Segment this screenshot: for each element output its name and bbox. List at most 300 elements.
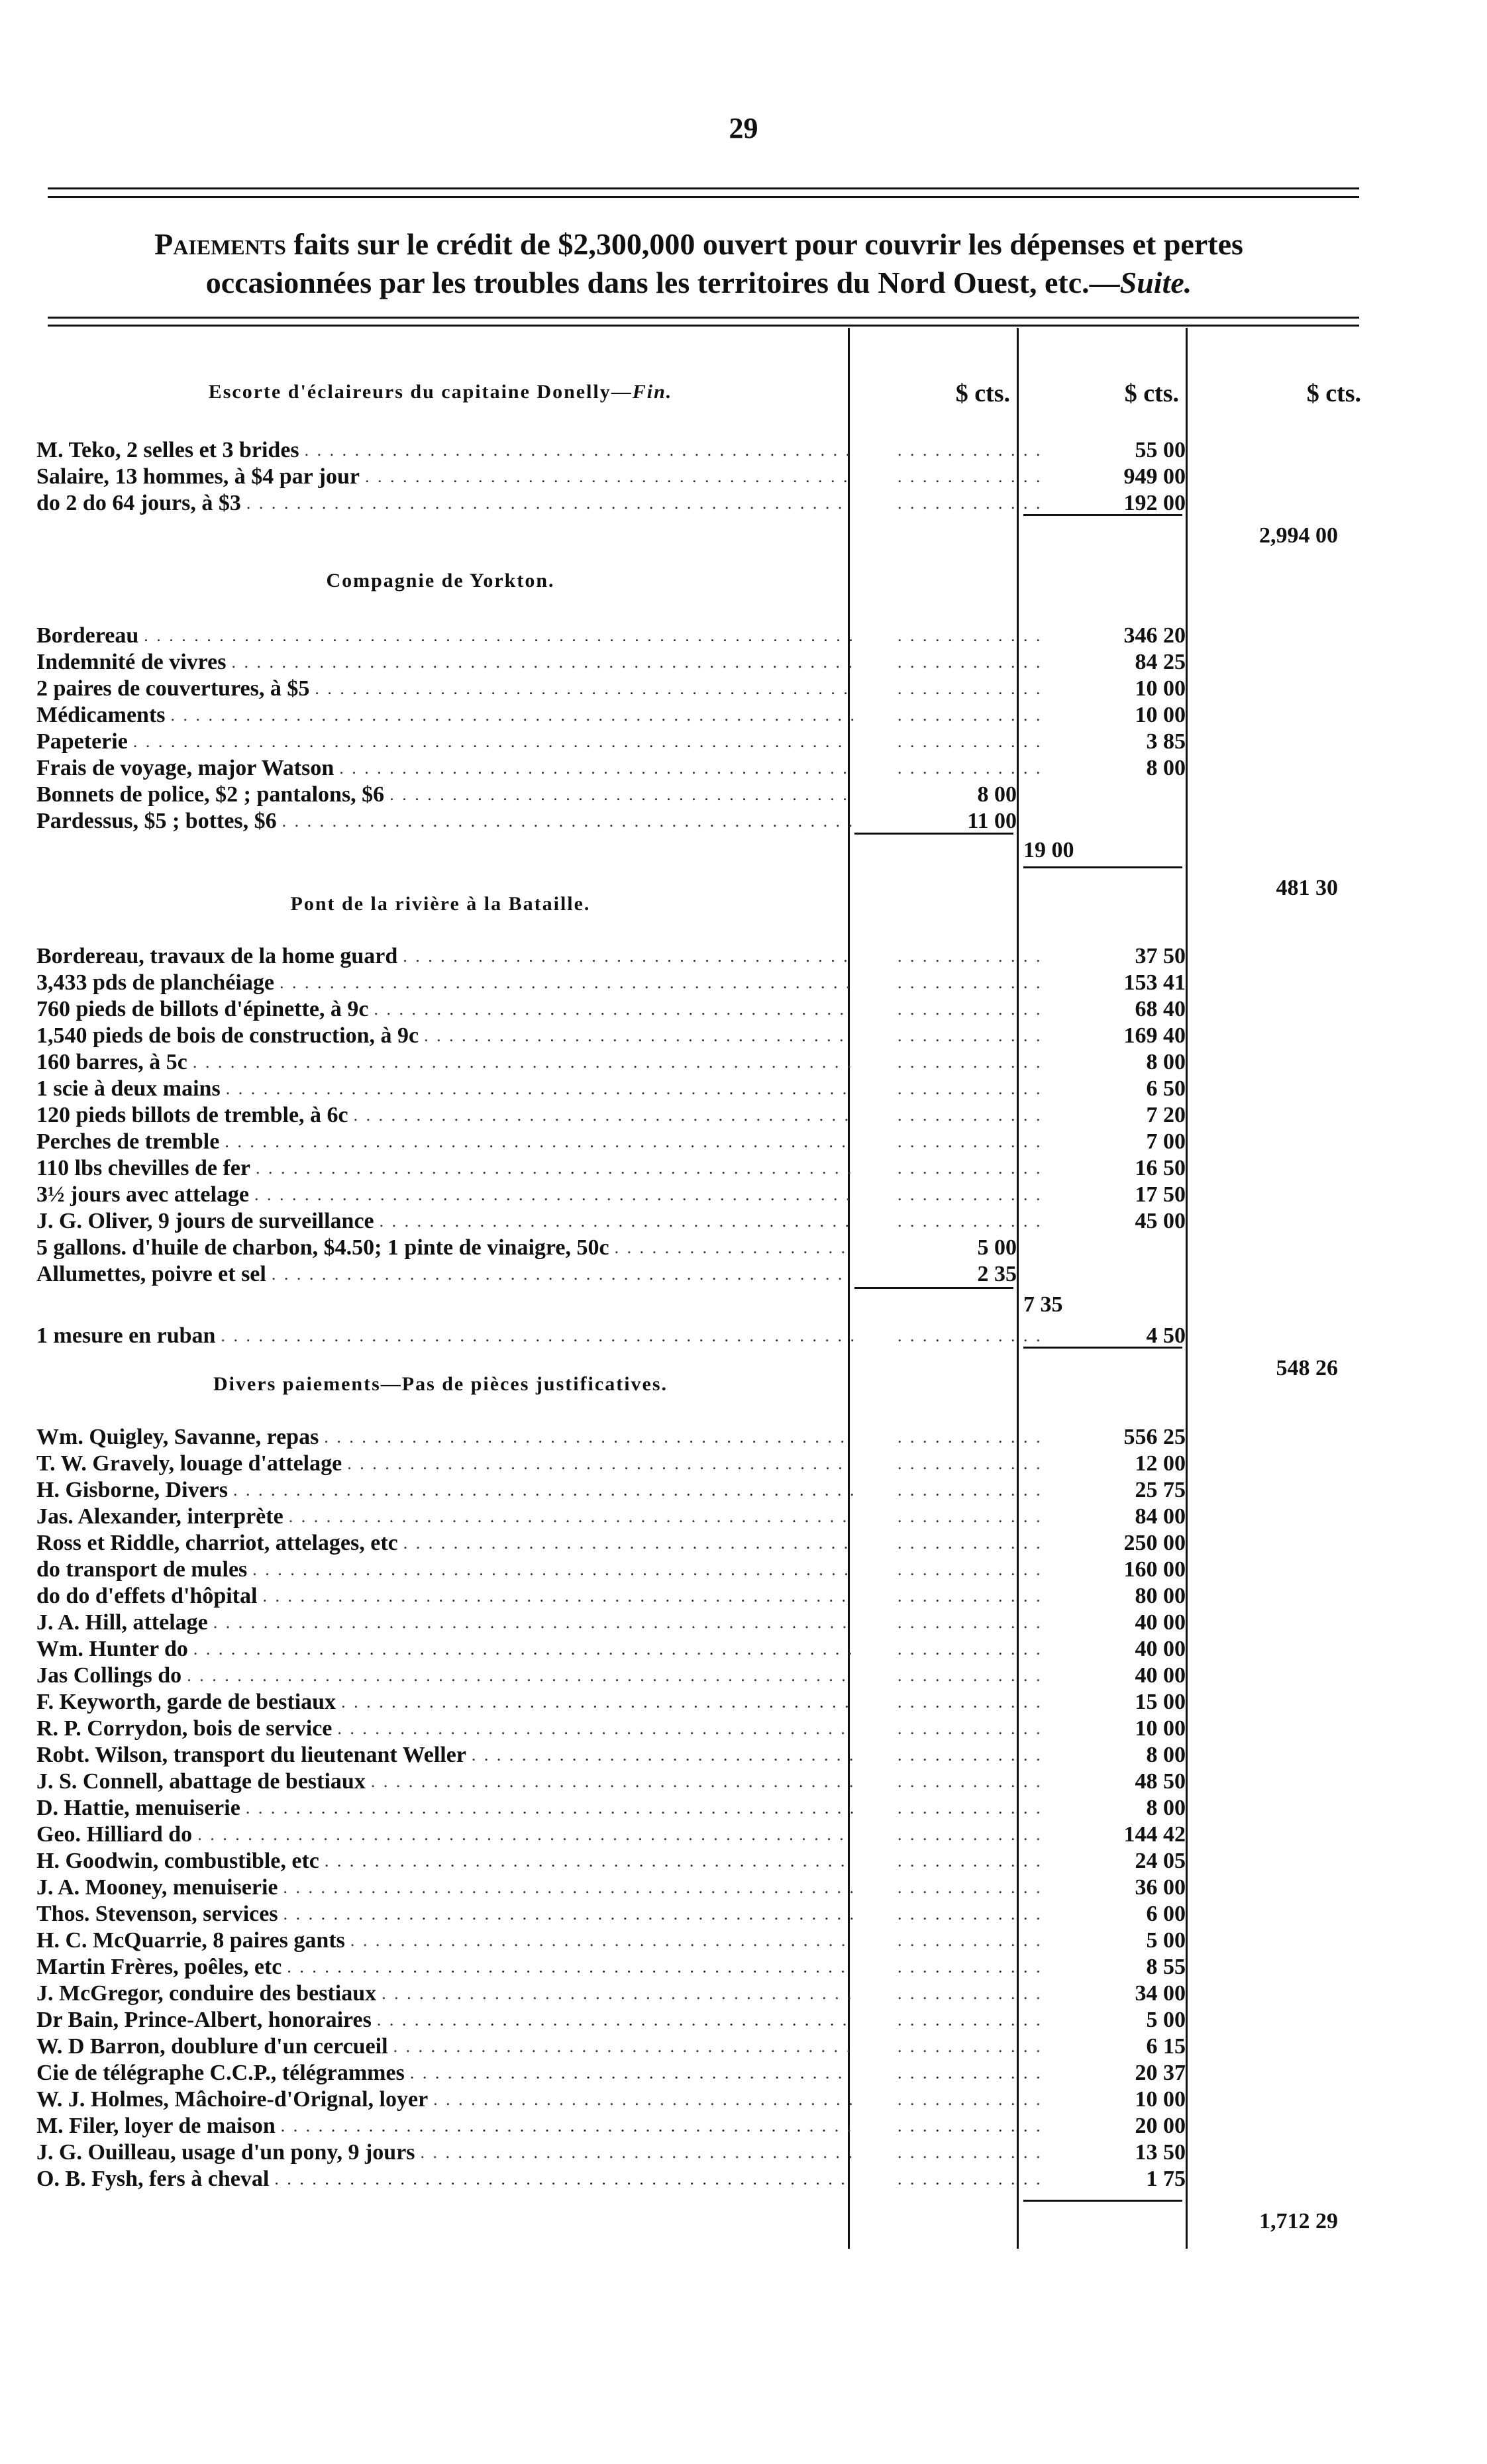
- amount-col2: 84 00: [1135, 1504, 1186, 1529]
- amount-col2: 250 00: [1123, 1531, 1186, 1555]
- amount-col2: 36 00: [1135, 1875, 1186, 1900]
- row-label: Cie de télégraphe C.C.P., télégrammes: [36, 2061, 405, 2085]
- table-row: [36, 2086, 1361, 2113]
- leader-dots: . . . . . . . . . . . . . . . . . . . . . . . . . . . . . . . . . . . . .: [393, 2037, 853, 2056]
- table-row: [36, 1663, 1361, 1689]
- row-label: Bordereau, travaux de la home guard: [36, 944, 398, 968]
- amount-col2: 10 00: [1135, 2087, 1186, 2112]
- row-label: 120 pieds billots de tremble, à 6c: [36, 1103, 348, 1127]
- amount-col2: 169 40: [1123, 1023, 1186, 1048]
- table-row: [36, 1023, 1361, 1049]
- section-heading: [36, 893, 845, 915]
- amount-col2: 13 50: [1135, 2140, 1186, 2165]
- leader-dots: . . . . . . . . . . . . . . . . . . . . . . . . . . . . . . . . . . . . . . . . . . . . . . . . . . . . .: [187, 1666, 848, 1685]
- table-row: [36, 1901, 1361, 1927]
- leader-dots-col1: . . . . . . . . . . . .: [897, 1533, 1043, 1553]
- leader-dots-col1: . . . . . . . . . . . .: [897, 1158, 1043, 1178]
- leader-dots-col1: . . . . . . . . . . . .: [897, 947, 1043, 966]
- row-label: Geo. Hilliard do: [36, 1822, 193, 1847]
- leader-dots-col1: . . . . . . . . . . . .: [897, 1132, 1043, 1151]
- top-rule: [48, 187, 1359, 189]
- table-row: [36, 1182, 1361, 1208]
- leader-dots: . . . . . . . . . . . . . . . . . . . . . . . . . . . . . . . . . . .: [409, 2063, 845, 2082]
- row-label: do transport de mules: [36, 1557, 248, 1582]
- amount-col2: 68 40: [1135, 997, 1186, 1021]
- amount-col2: 10 00: [1135, 703, 1186, 727]
- table-row: [36, 970, 1361, 996]
- amount-col2: 556 25: [1123, 1425, 1186, 1449]
- leader-dots-col1: . . . . . . . . . . . .: [897, 1052, 1043, 1072]
- table-row: [36, 1424, 1361, 1451]
- leader-dots: . . . . . . . . . . . . . . . . . . . . . . . . . . . . . . . . . . . . . . . .: [350, 1931, 848, 1950]
- table-row: [36, 1208, 1361, 1235]
- leader-dots: . . . . . . . . . . . . . . . . . . . . . . . . . . . . . . . . . . . . . . . . . . . . . .: [279, 973, 852, 992]
- table-row: [36, 943, 1361, 970]
- amount-col1: 5 00: [977, 1235, 1017, 1260]
- amount-col2: 34 00: [1135, 1981, 1186, 2006]
- table-row: [36, 755, 1361, 782]
- leader-dots-col1: . . . . . . . . . . . .: [897, 2169, 1043, 2188]
- table-row: [36, 649, 1361, 676]
- leader-dots: . . . . . . . . . . . . . . . . . . . . . . . . . . . . . . . . . . . . . . . . . . . . . . . . . . . . .: [193, 1639, 854, 1659]
- amount-col2: 7 00: [1146, 1129, 1186, 1154]
- table-row: [36, 676, 1361, 702]
- amount-col2: 37 50: [1135, 944, 1186, 968]
- amount-col2: 40 00: [1135, 1663, 1186, 1688]
- leader-dots-col1: . . . . . . . . . . . .: [897, 2063, 1043, 2082]
- amount-col2: 8 00: [1146, 1743, 1186, 1767]
- column-header-2: $ cts.: [1124, 380, 1179, 407]
- row-label: Pardessus, $5 ; bottes, $6: [36, 809, 277, 833]
- table-row: [36, 782, 1361, 808]
- row-label: Dr Bain, Prince-Albert, honoraires: [36, 2008, 372, 2032]
- table-row: [36, 1102, 1361, 1129]
- title-rule-2: [48, 325, 1359, 327]
- row-label: R. P. Corrydon, bois de service: [36, 1716, 333, 1741]
- row-label: 3,433 pds de planchéiage: [36, 970, 274, 995]
- section-heading-text: Divers paiements—Pas de pièces justificatives.: [213, 1373, 668, 1395]
- table-row: [36, 1689, 1361, 1716]
- amount-col2: 84 25: [1135, 650, 1186, 674]
- leader-dots: . . . . . . . . . . . . . . . . . . . . . . . . . . . . . . . . . . . .: [403, 947, 850, 966]
- amount-col2: 17 50: [1135, 1182, 1186, 1207]
- leader-dots-col1: . . . . . . . . . . . .: [897, 1560, 1043, 1579]
- amount-col2: 3 85: [1146, 729, 1186, 754]
- row-label: do do d'effets d'hôpital: [36, 1584, 258, 1608]
- row-label: Allumettes, poivre et sel: [36, 1262, 266, 1286]
- leader-dots-col1: . . . . . . . . . . . .: [897, 1984, 1043, 2003]
- row-label: Perches de tremble: [36, 1129, 220, 1154]
- row-label: Wm. Hunter do: [36, 1637, 188, 1661]
- leader-dots: . . . . . . . . . . . . . . . . . . . . . . . . . . . . . . . . . . . . . . . . . . . . . .: [282, 811, 855, 831]
- leader-dots-col1: . . . . . . . . . . . .: [897, 1480, 1043, 1500]
- section-total-rule: [1023, 2200, 1182, 2202]
- leader-dots: . . . . . . . . . . . . . . . . . . . . . . . . . . . . . . . . . . . . . . . . . . . . . . . .: [254, 1185, 852, 1204]
- leader-dots-col1: . . . . . . . . . . . .: [897, 1639, 1043, 1659]
- leader-dots-col1: . . . . . . . . . . . .: [897, 1079, 1043, 1098]
- leader-dots: . . . . . . . . . . . . . . . . . . . . . . . . . . . . . . . . . . . . . .: [374, 1000, 846, 1019]
- row-label: Salaire, 13 hommes, à $4 par jour: [36, 464, 360, 489]
- leader-dots-col1: . . . . . . . . . . . .: [897, 1719, 1043, 1738]
- row-label: T. W. Gravely, louage d'attelage: [36, 1451, 342, 1476]
- row-label: H. Goodwin, combustible, etc: [36, 1849, 319, 1873]
- amount-col2: 5 00: [1146, 2008, 1186, 2032]
- row-label: M. Filer, loyer de maison: [36, 2114, 276, 2138]
- leader-dots-col1: . . . . . . . . . . . .: [897, 1326, 1043, 1345]
- amount-col2: 144 42: [1123, 1822, 1186, 1847]
- amount-col2: 48 50: [1135, 1769, 1186, 1794]
- leader-dots-col1: . . . . . . . . . . . .: [897, 1185, 1043, 1204]
- leader-dots-col1: . . . . . . . . . . . .: [897, 1000, 1043, 1019]
- amount-col2: 16 50: [1135, 1156, 1186, 1180]
- leader-dots: . . . . . . . . . . . . . . . . . . . . . . . . . . . . . . . . . . . . . . . . . . . . .: [287, 1957, 847, 1976]
- table-row: [36, 2033, 1361, 2060]
- leader-dots-col1: . . . . . . . . . . . .: [897, 973, 1043, 992]
- leader-dots: . . . . . . . . . . . . . . . . . . . . . . . . . . . . . . .: [471, 1745, 856, 1765]
- section-heading-text: Escorte d'éclaireurs du capitaine Donelly—: [208, 381, 633, 403]
- row-label: 1,540 pieds de bois de construction, à 9c: [36, 1023, 419, 1048]
- leader-dots: . . . . . . . . . . . . . . . . . . . . . . . . . . . . . . . . . . . . . . .: [364, 467, 850, 486]
- leader-dots-col1: . . . . . . . . . . . .: [897, 2116, 1043, 2135]
- amount-col2: 10 00: [1135, 1716, 1186, 1741]
- leader-dots-col1: . . . . . . . . . . . .: [897, 1454, 1043, 1473]
- leader-dots-col1: . . . . . . . . . . . .: [897, 1904, 1043, 1924]
- amount-col2: 80 00: [1135, 1584, 1186, 1608]
- amount-col2: 1 75: [1146, 2167, 1186, 2191]
- leader-dots-col1: . . . . . . . . . . . .: [897, 1825, 1043, 1844]
- amount-col2: 55 00: [1135, 438, 1186, 462]
- leader-dots: . . . . . . . . . . . . . . . . . . . . . . . . . . . . . . . . . . . . . . . . . . . . . . . . . .: [232, 1480, 856, 1500]
- amount-col2: 949 00: [1123, 464, 1186, 489]
- amount-col2: 20 37: [1135, 2061, 1186, 2085]
- table-row: [36, 2060, 1361, 2086]
- table-row: [36, 1049, 1361, 1076]
- table-row: [36, 1530, 1361, 1557]
- row-label: D. Hattie, menuiserie: [36, 1796, 240, 1820]
- leader-dots-col1: . . . . . . . . . . . .: [897, 1957, 1043, 1976]
- row-label: W. J. Holmes, Mâchoire-d'Orignal, loyer: [36, 2087, 429, 2112]
- amount-col2: 8 00: [1146, 756, 1186, 780]
- row-label: Robt. Wilson, transport du lieutenant Weller: [36, 1743, 466, 1767]
- leader-dots: . . . . . . . . . . . . . . . . . . . . . . . . . . . . . . . . . . . . . . . . . . . . . . . . . . . .: [197, 1825, 846, 1844]
- amount-col2: 24 05: [1135, 1849, 1186, 1873]
- section-heading-text: Pont de la rivière à la Bataille.: [290, 893, 591, 915]
- section-total-rule: [1023, 514, 1182, 516]
- leader-dots: . . . . . . . . . . . . . . . . . . . . . . . . . . . . . . . . . . . . . . . . . . . . . . . . . .: [225, 1132, 848, 1151]
- leader-dots: . . . . . . . . . . . . . . . . . . . . . . . . . . . . . . . . . . . . . . . . . .: [324, 1851, 847, 1871]
- leader-dots: . . . . . . . . . . . . . . . . . . . . . . . . . . . . . . . . . . . . . . . . . . . . . . . .: [252, 1560, 850, 1579]
- amount-col2: 8 55: [1146, 1955, 1186, 1979]
- leader-dots: . . . . . . . . . . . . . . . . . . . . . . . . . . . . . . . . . . . .: [403, 1533, 850, 1553]
- subtotal-amount: 19 00: [1023, 838, 1074, 862]
- table-row: [36, 1822, 1361, 1848]
- section-total: 481 30: [1276, 876, 1338, 900]
- table-row: [36, 1261, 1361, 1288]
- row-label: Papeterie: [36, 729, 128, 754]
- table-row: [36, 437, 1361, 464]
- leader-dots: . . . . . . . . . . . . . . . . . . . . . . . . . . . . . . . . . . . . . .: [379, 1211, 852, 1231]
- leader-dots: . . . . . . . . . . . . . . . . . . . . . . . . . . . . . . . . . . . . . . . . . . . . . . . . . . . . .: [192, 1052, 854, 1072]
- leader-dots: . . . . . . . . . . . . . . . . . . . . . . . . . . . . . . . . . . . . . . . . . . . . . . . . . . .: [221, 1326, 856, 1345]
- leader-dots: . . . . . . . . . . . . . . . . . . . . . . . . . . . . . . . . . . . . . . .: [370, 1772, 856, 1791]
- leader-dots-col1: . . . . . . . . . . . .: [897, 2010, 1043, 2029]
- section-total: 2,994 00: [1259, 523, 1338, 548]
- leader-dots: . . . . . . . . . . . . . . . . . . . . . . . . . . . . . . . . . . . . . . . . .: [337, 1719, 847, 1738]
- amount-col2: 6 00: [1146, 1902, 1186, 1926]
- section-heading-text: Compagnie de Yorkton.: [326, 570, 555, 591]
- leader-dots: . . . . . . . . . . . . . . . . . . . . . . . . . . . . . . . . . . . . . . . . . . . . . . . . . . . . . . . . .: [132, 732, 845, 751]
- amount-col1: 2 35: [977, 1262, 1017, 1286]
- leader-dots: . . . . . . . . . . . . . . . . . . . . . . . . . . . . . . . . . . . . . . . . . .: [324, 1427, 846, 1447]
- leader-dots: . . . . . . . . . . . . . . . . . . . . . . . . . . . . . . . . . . . . . . . . . . . . . . . . . . . . . . . . .: [144, 626, 855, 645]
- row-label: Jas. Alexander, interprète: [36, 1504, 283, 1529]
- leader-dots-col1: . . . . . . . . . . . .: [897, 440, 1043, 460]
- section-total-rule: [1023, 866, 1182, 868]
- table-row: [36, 1155, 1361, 1182]
- amount-col2: 40 00: [1135, 1610, 1186, 1635]
- row-label: Bonnets de police, $2 ; pantalons, $6: [36, 782, 385, 807]
- leader-dots: . . . . . . . . . . . . . . . . . . . . . . . . . . . . . . . . . . . . . . . . . . . . . . . . . . .: [213, 1613, 849, 1632]
- row-label: Wm. Quigley, Savanne, repas: [36, 1425, 319, 1449]
- amount-col2: 192 00: [1123, 491, 1186, 515]
- leader-dots-col1: . . . . . . . . . . . .: [897, 1211, 1043, 1231]
- section-heading: [36, 381, 845, 403]
- table-row: [36, 1874, 1361, 1901]
- amount-col2: 25 75: [1135, 1478, 1186, 1502]
- row-label: J. G. Oliver, 9 jours de surveillance: [36, 1209, 374, 1233]
- leader-dots: . . . . . . . . . . . . . . . . . . . . . . . . . . . . . . . . . . . . . . . . . . . . .: [288, 1507, 849, 1526]
- amount-col2: 5 00: [1146, 1928, 1186, 1953]
- row-label: do 2 do 64 jours, à $3: [36, 491, 241, 515]
- amount-col2: 346 20: [1123, 623, 1186, 648]
- leader-dots-col1: . . . . . . . . . . . .: [897, 1427, 1043, 1447]
- leader-dots: . . . . . . . . . . . . . . . . . . . . . . . . . . . . . . . . . .: [424, 1026, 846, 1045]
- leader-dots: . . . . . . . . . . . . . . . . . . .: [614, 1238, 848, 1257]
- row-label: Bordereau: [36, 623, 139, 648]
- title-line2: occasionnées par les troubles dans les territoires du Nord Ouest, etc.—: [205, 266, 1120, 299]
- row-label: 2 paires de couvertures, à $5: [36, 676, 310, 701]
- subtotal-amount: 7 35: [1023, 1292, 1063, 1317]
- leader-dots-col1: . . . . . . . . . . . .: [897, 1105, 1043, 1125]
- amount-col2: 40 00: [1135, 1637, 1186, 1661]
- row-label: 760 pieds de billots d'épinette, à 9c: [36, 997, 369, 1021]
- leader-dots: . . . . . . . . . . . . . . . . . . . . . . . . . . . . . . . . . . . . . . . . . . . . . .: [283, 1878, 856, 1897]
- page-title: [36, 225, 1361, 302]
- subtotal-rule: [854, 1287, 1013, 1289]
- table-row: [36, 1583, 1361, 1610]
- table-row: [36, 2166, 1361, 2192]
- amount-col2: 45 00: [1135, 1209, 1186, 1233]
- row-label: Jas Collings do: [36, 1663, 182, 1688]
- amount-col1: 11 00: [967, 809, 1017, 833]
- leader-dots-col1: . . . . . . . . . . . .: [897, 732, 1043, 751]
- table-row: [36, 1980, 1361, 2007]
- leader-dots-col1: . . . . . . . . . . . .: [897, 679, 1043, 698]
- table-row: [36, 1848, 1361, 1874]
- amount-col2: 6 50: [1146, 1076, 1186, 1101]
- row-label: 1 mesure en ruban: [36, 1323, 216, 1348]
- row-label: W. D Barron, doublure d'un cercueil: [36, 2034, 388, 2059]
- table-row: [36, 490, 1361, 517]
- leader-dots-col1: . . . . . . . . . . . .: [897, 1798, 1043, 1818]
- leader-dots: . . . . . . . . . . . . . . . . . . . . . . . . . . . . . . . . . . . . . . . . .: [341, 1692, 851, 1712]
- table-row: [36, 1716, 1361, 1742]
- leader-dots-col1: . . . . . . . . . . . .: [897, 2037, 1043, 2056]
- amount-col2: 7 20: [1146, 1103, 1186, 1127]
- subtotal-rule: [854, 833, 1013, 835]
- row-label: Frais de voyage, major Watson: [36, 756, 334, 780]
- leader-dots-col1: . . . . . . . . . . . .: [897, 1613, 1043, 1632]
- leader-dots-col1: . . . . . . . . . . . .: [897, 1692, 1043, 1712]
- section-total-rule: [1023, 1347, 1182, 1349]
- table-row: [36, 1795, 1361, 1822]
- row-label: 110 lbs chevilles de fer: [36, 1156, 250, 1180]
- table-row: [36, 808, 1361, 835]
- table-row: [36, 1954, 1361, 1980]
- amount-col2: 153 41: [1123, 970, 1186, 995]
- leader-dots: . . . . . . . . . . . . . . . . . . . . . . . . . . . . . . . . . . . . . . . . . . .: [315, 679, 850, 698]
- leader-dots: . . . . . . . . . . . . . . . . . . . . . . . . . . . . . . . . . . . . . . . . . . . . . . . . .: [245, 1798, 856, 1818]
- leader-dots-col1: . . . . . . . . . . . .: [897, 2090, 1043, 2109]
- column-header-1: $ cts.: [955, 380, 1010, 407]
- amount-col2: 8 00: [1146, 1050, 1186, 1074]
- leader-dots-col1: . . . . . . . . . . . .: [897, 1931, 1043, 1950]
- table-row: [36, 1076, 1361, 1102]
- leader-dots: . . . . . . . . . . . . . . . . . . . . . . . . . . . . . . . . . .: [433, 2090, 855, 2109]
- table-row: [36, 1129, 1361, 1155]
- leader-dots: . . . . . . . . . . . . . . . . . . . . . . . . . . . . . . . . . . . . . . . . . . . . . .: [274, 2169, 847, 2188]
- table-row: [36, 1504, 1361, 1530]
- leader-dots-col1: . . . . . . . . . . . .: [897, 652, 1043, 672]
- table-row: [36, 1323, 1361, 1349]
- row-label: 5 gallons. d'huile de charbon, $4.50; 1 pinte de vinaigre, 50c: [36, 1235, 609, 1260]
- leader-dots-col1: . . . . . . . . . . . .: [897, 493, 1043, 513]
- leader-dots-col1: . . . . . . . . . . . .: [897, 1507, 1043, 1526]
- leader-dots: . . . . . . . . . . . . . . . . . . . . . . . . . . . . . . . . . . . . . . . .: [347, 1454, 845, 1473]
- table-row: [36, 996, 1361, 1023]
- table-row: [36, 1636, 1361, 1663]
- amount-col2: 20 00: [1135, 2114, 1186, 2138]
- amount-col2: 10 00: [1135, 676, 1186, 701]
- row-label: M. Teko, 2 selles et 3 brides: [36, 438, 299, 462]
- table-row: [36, 1610, 1361, 1636]
- row-label: Indemnité de vivres: [36, 650, 227, 674]
- leader-dots-col1: . . . . . . . . . . . .: [897, 1026, 1043, 1045]
- table-row: [36, 1769, 1361, 1795]
- leader-dots-col1: . . . . . . . . . . . .: [897, 1666, 1043, 1685]
- row-label: J. A. Hill, attelage: [36, 1610, 208, 1635]
- row-label: J. S. Connell, abattage de bestiaux: [36, 1769, 366, 1794]
- amount-col2: 12 00: [1135, 1451, 1186, 1476]
- leader-dots-col1: . . . . . . . . . . . .: [897, 705, 1043, 725]
- row-label: Thos. Stevenson, services: [36, 1902, 278, 1926]
- leader-dots: . . . . . . . . . . . . . . . . . . . . . . . . . . . . . . . . . . . . . .: [376, 2010, 849, 2029]
- leader-dots: . . . . . . . . . . . . . . . . . . . . . . . . . . . . . . . . . . . . .: [389, 785, 849, 804]
- leader-dots: . . . . . . . . . . . . . . . . . . . . . . . . . . . . . . . . . . . . . . . . . . . . . .: [280, 2116, 854, 2135]
- row-label: 3½ jours avec attelage: [36, 1182, 250, 1207]
- leader-dots: . . . . . . . . . . . . . . . . . . . . . . . . . . . . . . . . . . . . . . . . . . . .: [304, 440, 852, 460]
- table-row: [36, 1557, 1361, 1583]
- row-label: H. Gisborne, Divers: [36, 1478, 228, 1502]
- table-row: [36, 464, 1361, 490]
- leader-dots: . . . . . . . . . . . . . . . . . . . . . . . . . . . . . . . . . . . . . . . . .: [339, 758, 849, 778]
- leader-dots-col1: . . . . . . . . . . . .: [897, 626, 1043, 645]
- table-row: [36, 2113, 1361, 2139]
- amount-col2: 160 00: [1123, 1557, 1186, 1582]
- table-row: [36, 623, 1361, 649]
- leader-dots-col1: . . . . . . . . . . . .: [897, 758, 1043, 778]
- row-label: F. Keyworth, garde de bestiaux: [36, 1690, 336, 1714]
- leader-dots: . . . . . . . . . . . . . . . . . . . . . . . . . . . . . . . . . . . . . . . . . . . . . . .: [262, 1586, 848, 1606]
- leader-dots: . . . . . . . . . . . . . . . . . . . . . . . . . . . . . . . . . . . . . . . . . . . . . . . .: [246, 493, 845, 513]
- leader-dots: . . . . . . . . . . . . . . . . . . . . . . . . . . . . . . . . . . .: [420, 2143, 855, 2162]
- amount-col2: 6 15: [1146, 2034, 1186, 2059]
- top-rule-2: [48, 196, 1359, 198]
- section-heading: [36, 570, 845, 592]
- leader-dots: . . . . . . . . . . . . . . . . . . . . . . . . . . . . . . . . . . . . . . . . . . . . . .: [271, 1264, 845, 1284]
- table-row: [36, 729, 1361, 755]
- leader-dots: . . . . . . . . . . . . . . . . . . . . . . . . . . . . . . . . . . . . . .: [382, 1984, 854, 2003]
- title-lead: Paiements: [154, 227, 286, 261]
- leader-dots-col1: . . . . . . . . . . . .: [897, 2143, 1043, 2162]
- section-heading-italic: Fin.: [632, 381, 673, 403]
- page-number: 29: [729, 112, 758, 144]
- row-label: 160 barres, à 5c: [36, 1050, 187, 1074]
- section-total: 548 26: [1276, 1356, 1338, 1380]
- table-row: [36, 1477, 1361, 1504]
- row-label: J. McGregor, conduire des bestiaux: [36, 1981, 377, 2006]
- amount-col2: 4 50: [1146, 1323, 1186, 1348]
- leader-dots-col1: . . . . . . . . . . . .: [897, 1586, 1043, 1606]
- row-label: J. G. Ouilleau, usage d'un pony, 9 jours: [36, 2140, 415, 2165]
- section-total: 1,712 29: [1259, 2209, 1338, 2233]
- table-row: [36, 702, 1361, 729]
- row-label: Martin Frères, poêles, etc: [36, 1955, 282, 1979]
- title-suite: Suite.: [1119, 266, 1192, 299]
- table-row: [36, 1235, 1361, 1261]
- leader-dots: . . . . . . . . . . . . . . . . . . . . . . . . . . . . . . . . . . . . . . . . . . . . . . . . . . . . . . .: [170, 705, 856, 725]
- section-heading: [36, 1373, 845, 1396]
- leader-dots-col1: . . . . . . . . . . . .: [897, 1772, 1043, 1791]
- row-label: H. C. McQuarrie, 8 paires gants: [36, 1928, 345, 1953]
- table-row: [36, 1742, 1361, 1769]
- table-row: [36, 2139, 1361, 2166]
- amount-col2: 15 00: [1135, 1690, 1186, 1714]
- amount-col1: 8 00: [977, 782, 1017, 807]
- row-label: O. B. Fysh, fers à cheval: [36, 2167, 270, 2191]
- leader-dots-col1: . . . . . . . . . . . .: [897, 1745, 1043, 1765]
- table-row: [36, 2007, 1361, 2033]
- row-label: J. A. Mooney, menuiserie: [36, 1875, 278, 1900]
- leader-dots-col1: . . . . . . . . . . . .: [897, 467, 1043, 486]
- title-rule: [48, 317, 1359, 319]
- leader-dots: . . . . . . . . . . . . . . . . . . . . . . . . . . . . . . . . . . . . . . . . . . . . . . . .: [255, 1158, 854, 1178]
- row-label: 1 scie à deux mains: [36, 1076, 221, 1101]
- amount-col2: 8 00: [1146, 1796, 1186, 1820]
- leader-dots-col1: . . . . . . . . . . . .: [897, 1851, 1043, 1871]
- title-rest: faits sur le crédit de $2,300,000 ouvert pour couvrir les dépenses et pertes: [293, 227, 1243, 261]
- leader-dots: . . . . . . . . . . . . . . . . . . . . . . . . . . . . . . . . . . . . . . . . . . . . . . . . . .: [225, 1079, 849, 1098]
- leader-dots: . . . . . . . . . . . . . . . . . . . . . . . . . . . . . . . . . . . . . . . .: [353, 1105, 851, 1125]
- table-row: [36, 1451, 1361, 1477]
- leader-dots: . . . . . . . . . . . . . . . . . . . . . . . . . . . . . . . . . . . . . . . . . . . . . .: [283, 1904, 856, 1924]
- table-row: [36, 1927, 1361, 1954]
- row-label: Médicaments: [36, 703, 166, 727]
- row-label: Ross et Riddle, charriot, attelages, etc: [36, 1531, 398, 1555]
- leader-dots-col1: . . . . . . . . . . . .: [897, 1878, 1043, 1897]
- column-header-3: $ cts.: [1306, 380, 1361, 407]
- leader-dots: . . . . . . . . . . . . . . . . . . . . . . . . . . . . . . . . . . . . . . . . . . . . . . . . . .: [231, 652, 854, 672]
